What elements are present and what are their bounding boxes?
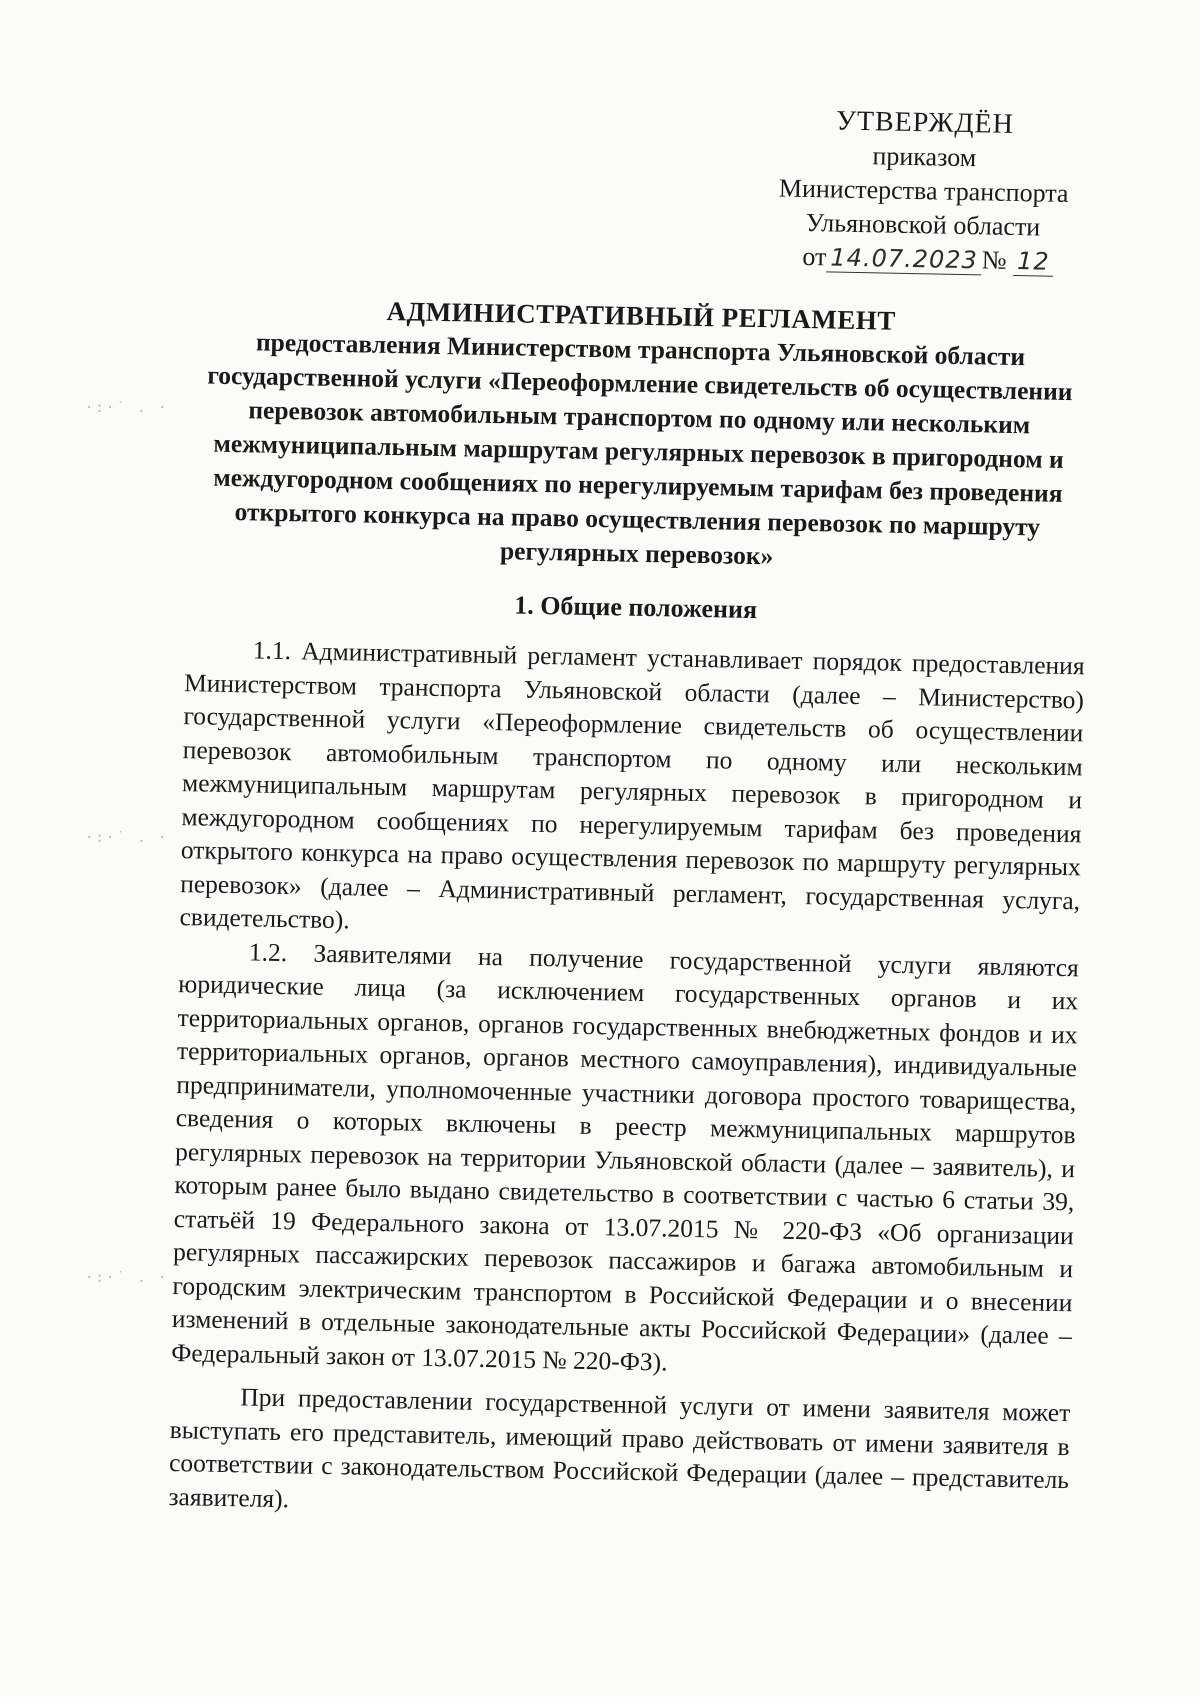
approval-date-line bbox=[757, 239, 1088, 279]
handwritten-date: 14.07.2023 bbox=[826, 243, 982, 275]
subtitle-line: открытого конкурса на право осуществления перевозок по маршруту bbox=[234, 497, 1041, 542]
document-body bbox=[168, 632, 1085, 1530]
scan-speck: ·:·˙ . · bbox=[85, 830, 169, 846]
paragraph-representative: При предоставлении государственной услуги от имени заявителя может выступать его представитель, имеющий право действовать от имени заявителя в соответствии с законодательством Российской Федерации (далее – представитель заявителя). bbox=[168, 1382, 1071, 1513]
subtitle-line: регулярных перевозок» bbox=[499, 536, 774, 571]
scan-speck: ·:·˙ . · bbox=[85, 400, 169, 416]
paragraph-1-2: 1.2. Заявителями на получение государственной услуги являются юридические лица (за исключением государственных органов и их территориальных органов, органов государственных внебюджетных фондов и их территориальных органов, органов местного самоуправления), индивидуальные предприниматели, уполномоченные участники договора простого товарищества, сведения о которых включены в реестр межмуниципальных маршрутов регулярных перевозок на территории Ульяновской области (далее – заявитель), и которым ранее было выдано свидетельство в соответствии с частью 6 статьи 39, статьёй 19 Федерального закона от 13.07.2015 № 220-ФЗ «Об организации регулярных пассажирских перевозок пассажиров и багажа автомобильным и городским электрическим транспортом в Российской Федерации и о внесении изменений в отдельные законодательные акты Российской Федерации» (далее – Федеральный закон от 13.07.2015 № 220-ФЗ). bbox=[170, 936, 1080, 1377]
subtitle-line: предоставления Министерством транспорта Ульяновской области bbox=[255, 327, 1026, 372]
subtitle-line: перевозок автомобильным транспортом по одному или нескольким bbox=[248, 395, 1031, 440]
approval-heading: УТВЕРЖДЁН bbox=[835, 105, 1015, 140]
approval-line-region: Ульяновской области bbox=[805, 207, 1041, 242]
subtitle-line: межмуниципальным маршрутам регулярных перевозок в пригородном и bbox=[213, 428, 1065, 474]
section-heading: 1. Общие положения bbox=[513, 590, 758, 625]
paragraph-1-1: 1.1. Административный регламент устанавливает порядок предоставления Министерством транспорта Ульяновской области (далее – Министерство) государственной услуги «Переоформление свидетельств об осуществлении перевозок автомобильным транспортом по одному или нескольким межмуниципальным маршрутам регулярных перевозок в пригородном и междугородном сообщениях по нерегулируемым тарифам без проведения открытого конкурса на право осуществления перевозок по маршруту регулярных перевозок» (далее – Административный регламент, государственная услуга, свидетельство). bbox=[179, 635, 1085, 935]
subtitle-line: междугородном сообщениях по нерегулируемым тарифам без проведения bbox=[213, 462, 1063, 508]
document-title: АДМИНИСТРАТИВНЫЙ РЕГЛАМЕНТ bbox=[386, 295, 897, 336]
scan-speck: ·:·˙ . · bbox=[85, 1270, 169, 1286]
handwritten-number: 12 bbox=[1013, 247, 1054, 277]
subtitle-line: государственной услуги «Переоформление свидетельств об осуществлении bbox=[207, 360, 1073, 407]
approval-line-order: приказом bbox=[872, 141, 977, 173]
date-prefix: от bbox=[802, 241, 827, 272]
document-title-block bbox=[186, 290, 1091, 579]
number-sign: № bbox=[981, 245, 1007, 275]
approval-block bbox=[757, 103, 1090, 279]
approval-line-ministry: Министерства транспорта bbox=[778, 173, 1069, 209]
